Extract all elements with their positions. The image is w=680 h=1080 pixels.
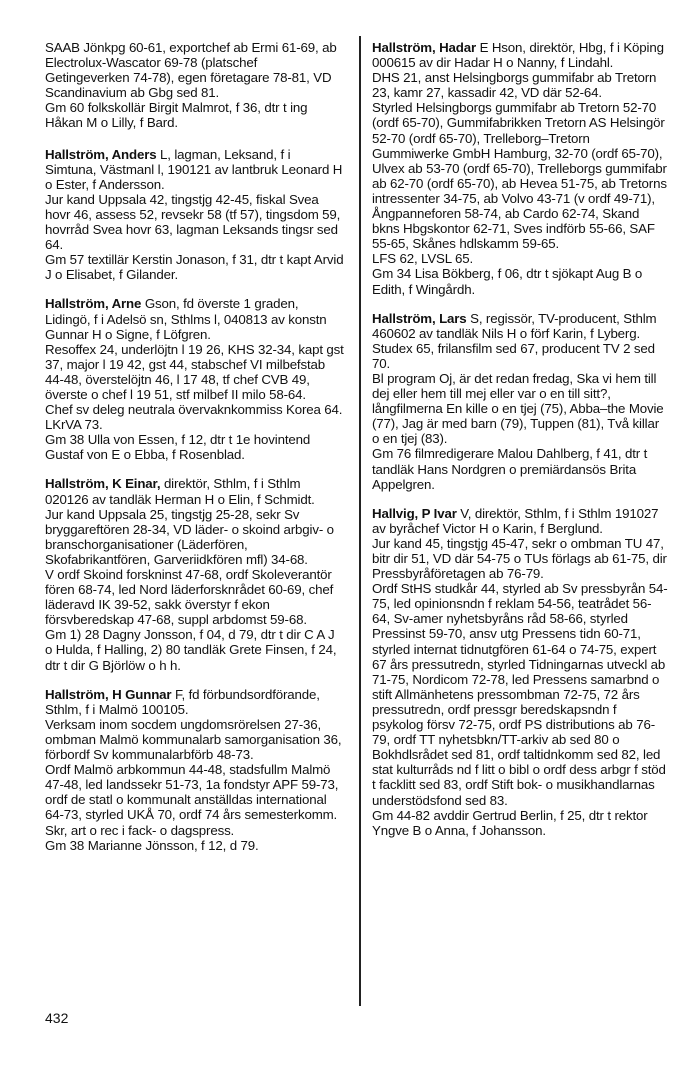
entry-name: Hallström, Anders [45, 146, 157, 162]
entry-details: L, lagman, Leksand, f i Simtuna, Västmanl l, 190121 av lantbruk Leonard H o Ester, f Andersson. [45, 146, 343, 192]
entry-paragraph: V ordf Skoind forskninst 47-68, ordf Skoleverantör fören 68-74, led Nord läderforsknrådet 60-69, chef läderavd IK 39-52, sakk överstyr f ekon försvberedskap 47-68, suppl arbdomst 59-68. [45, 567, 334, 628]
entry-paragraph: Skr, art o rec i fack- o dagspress. [45, 822, 235, 838]
entry-paragraph: Styrled Helsingborgs gummifabr ab Tretorn 52-70 (ordf 65-70), Gummifabrikken Tretorn AS Helsingör 52-70 (ordf 65-70), Trelleborg–Tretorn Gummiwerke GmbH Hamburg, 32-70 (ordf 65-70), Ulvex ab 53-70 (ordf 65-70), Trelleborgs gummifabr ab 62-70 (ordf 65-70), ab Hevea 51-75, ab Tretorns intressenter 34-75, ab Volvo 43-71 (v ordf 49-71), Ångpanneforen 58-74, ab Cardo 62-74, Skand bkns Hbgskontor 62-71, Sves indförb 55-66, SAF 55-65, Skånes hdlskamm 59-65. [372, 100, 667, 252]
page-number: 432 [45, 1010, 69, 1026]
biography-entry [45, 476, 345, 672]
entry-name: Hallström, H Gunnar [45, 686, 172, 702]
entry-paragraph: LFS 62, LVSL 65. [372, 251, 474, 267]
entry-details: E Hson, direktör, Hbg, f i Köping 000615 av dir Hadar H o Nanny, f Lindahl. [372, 40, 664, 71]
biography-entry [372, 40, 668, 297]
column-divider [359, 36, 361, 1006]
entry-header [45, 147, 345, 192]
entry-paragraph: Chef sv deleg neutrala övervaknkommiss Korea 64. [45, 402, 343, 418]
entry-name: Hallström, K Einar, [45, 476, 161, 492]
entry-paragraph: Gm 34 Lisa Bökberg, f 06, dtr t sjökapt Aug B o Edith, f Wingårdh. [372, 266, 643, 297]
entry-paragraph: Gm 60 folkskollär Birgit Malmrot, f 36, dtr t ing Håkan M o Lilly, f Bard. [45, 100, 308, 131]
entry-paragraph: DHS 21, anst Helsingborgs gummifabr ab Tretorn 23, kamr 27, kassadir 42, VD där 52-64. [372, 70, 657, 101]
entry-paragraph: Gm 1) 28 Dagny Jonsson, f 04, d 79, dtr t dir C A J o Hulda, f Halling, 2) 80 tandläk Grete Finsen, f 24, dtr t dir G Björlöw o h h. [45, 627, 337, 673]
continued-entry [45, 40, 345, 131]
entry-header [45, 296, 345, 341]
right-column [372, 40, 668, 852]
entry-paragraph: Ordf Malmö arbkommun 44-48, stadsfullm Malmö 47-48, led landssekr 51-73, 1a fondstyr APF 59-73, ordf de statl o kommunalt anställdas international 64-73, styrled UKÅ 70, ordf 74 års semesterkomm. [45, 762, 339, 823]
entry-details: V, direktör, Sthlm, f i Sthlm 191027 av byråchef Victor H o Karin, f Berglund. [372, 505, 659, 536]
entry-name: Hallström, Hadar [372, 40, 477, 55]
entry-header [45, 687, 345, 717]
entry-paragraph: Gm 57 textillär Kerstin Jonason, f 31, dtr t kapt Arvid J o Elisabet, f Gilander. [45, 252, 344, 283]
entry-paragraph: Gm 38 Ulla von Essen, f 12, dtr t 1e hovintend Gustaf von E o Ebba, f Rosenblad. [45, 432, 311, 463]
entry-paragraph: Gm 44-82 avddir Gertrud Berlin, f 25, dtr t rektor Yngve B o Anna, f Johansson. [372, 807, 648, 838]
entry-name: Hallström, Arne [45, 296, 142, 312]
entry-header [372, 311, 668, 341]
entry-name: Hallvig, P Ivar [372, 505, 457, 521]
biography-entry [372, 311, 668, 492]
entry-paragraph: Jur kand Uppsala 42, tingstjg 42-45, fiskal Svea hovr 46, assess 52, revsekr 58 (tf 57), tingsdom 59, hovrråd Svea hovr 63, lagman Leksands tingsr sed 64. [45, 191, 341, 253]
entry-name: Hallström, Lars [372, 310, 467, 326]
biography-entry [45, 687, 345, 853]
entry-header [372, 506, 668, 536]
biography-entry [45, 147, 345, 283]
entry-header [45, 476, 345, 506]
entry-details: Gson, fd överste 1 graden, Lidingö, f i Adelsö sn, Sthlms l, 040813 av konstn Gunnar H o Signe, f Löfgren. [45, 296, 327, 342]
entry-header [372, 40, 668, 70]
entry-details: direktör, Sthlm, f i Sthlm 020126 av tandläk Herman H o Elin, f Schmidt. [45, 476, 315, 507]
entry-paragraph: Resoffex 24, underlöjtn l 19 26, KHS 32-34, kapt gst 37, major l 19 42, gst 44, stabschef VI milbefstab 44-48, överstelöjtn 46, l 17 48, tf chef CVB 49, överste o chef l 19 51, stf milbef II milo 58-64. [45, 341, 344, 402]
left-column [45, 40, 345, 867]
entry-paragraph: Verksam inom socdem ungdomsrörelsen 27-36, ombman Malmö kommunalarb samorganisation 36, förbordf Sv kommunalarbförb 48-73. [45, 716, 342, 763]
biography-entry [45, 296, 345, 462]
biography-entry [372, 506, 668, 838]
entry-paragraph: Jur kand Uppsala 25, tingstjg 25-28, sekr Sv bryggareftören 28-34, VD läder- o skoind arbgiv- o branschorganisationer (Läderfören, Skofabrikantfören, Garveriidkfören mfl) 34-68. [45, 506, 334, 567]
entry-paragraph: Ordf StHS studkår 44, styrled ab Sv pressbyrån 54-75, led opinionsndn f reklam 54-56, teatrådet 56-64, Sv-amer nyhetsbyråns råd 58-66, styrled Pressinst 59-70, ansv utg Pressens tidn 60-71, styrled internat tidnutgfören 61-64 o 74-75, expert 67 års pressutredn, styrled Tidningarnas utveckl ab 71-75, Nordicom 72-78, led Pressens samarbnd o stift Allmänhetens pressombman 72-75, 72 års pressutredn, ordf pressgr beredskapsndn f psykolog försv 72-75, ordf PS distributions ab 76-79, ordf TT nyhetsbkn/TT-arkiv ab sed 80 o Bokhdlsrådet sed 81, ordf taltidnkomm sed 82, led stat kulturråds nd f litt o bibl o ordf dess arbgr f stöd t facklitt sed 83, ordf Stift bok- o musikhandlarnas understödsfond sed 83. [372, 581, 668, 808]
entry-paragraph: LKrVA 73. [45, 417, 103, 433]
entry-paragraph: Gm 76 filmredigerare Malou Dahlberg, f 41, dtr t tandläk Hans Nordgren o premiärdansös Brita Appelgren. [372, 446, 648, 492]
entry-paragraph: Studex 65, frilansfilm sed 67, producent TV 2 sed 70. [372, 340, 655, 371]
entry-paragraph: SAAB Jönkpg 60-61, exportchef ab Ermi 61-69, ab Electrolux-Wascator 69-78 (platschef Getingeverken 74-78), egen företagare 78-81, VD Scandinavium ab Gbg sed 81. [45, 40, 337, 101]
entry-details: F, fd förbundsordförande, Sthlm, f i Malmö 100105. [45, 686, 320, 717]
entry-paragraph: Bl program Oj, är det redan fredag, Ska vi hem till dej eller hem till mej eller var o en till sitt?, långfilmerna En kille o en tjej (75), Abba–the Movie (77), Jag är med barn (79), Tuppen (81), Två killar o en tjej (83). [372, 370, 664, 447]
entry-paragraph: Gm 38 Marianne Jönsson, f 12, d 79. [45, 837, 259, 853]
entry-paragraph: Jur kand 45, tingstjg 45-47, sekr o ombman TU 47, bitr dir 51, VD där 54-75 o TUs förlags ab 61-75, dir Pressbyråföretagen ab 76-79. [372, 535, 667, 582]
entry-details: S, regissör, TV-producent, Sthlm 460602 av tandläk Nils H o förf Karin, f Lyberg. [372, 310, 657, 341]
